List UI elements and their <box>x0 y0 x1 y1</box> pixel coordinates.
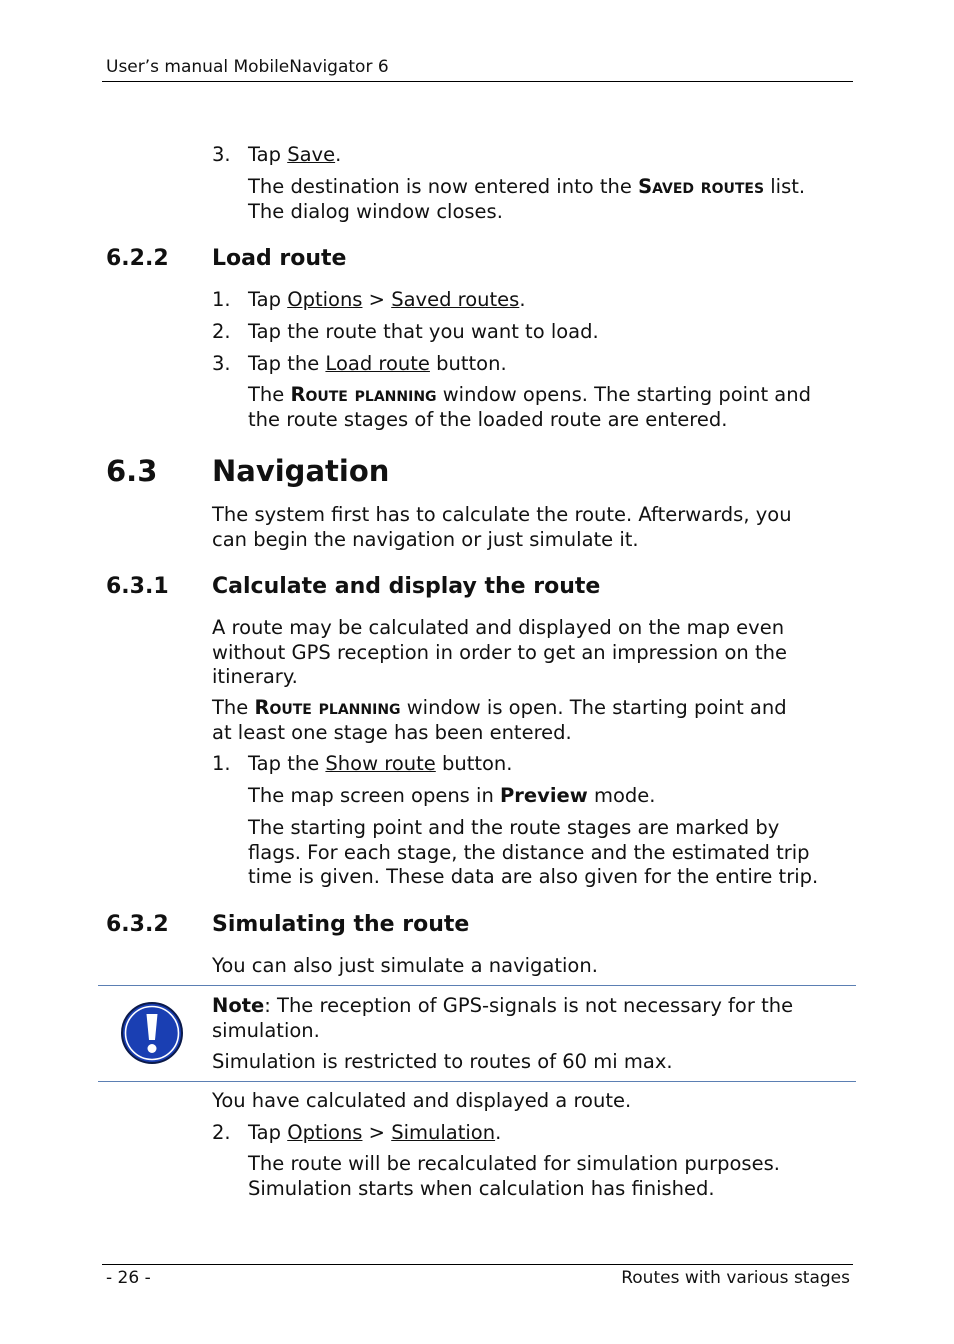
note-text: Note: The reception of GPS-signals is not necessary for the simulation. <box>212 994 794 1042</box>
section-number: 6.3.2 <box>106 912 169 937</box>
step-start-simulation: Tap Options > Simulation. <box>248 1121 502 1144</box>
simulate-precondition: You have calculated and displayed a route. <box>212 1089 632 1112</box>
step-number: 1. <box>212 288 231 311</box>
load-route-result: The Route planning window opens. The starting point and the route stages of the loaded route are entered. <box>248 383 811 431</box>
section-title-navigation: Navigation <box>212 454 390 488</box>
options-link[interactable]: Options <box>287 288 363 311</box>
show-route-link[interactable]: Show route <box>325 752 436 775</box>
navigation-intro: The system first has to calculate the route. Afterwards, you can begin the navigation or just simulate it. <box>212 503 792 551</box>
simulation-link[interactable]: Simulation <box>391 1121 496 1144</box>
show-route-result: The map screen opens in Preview mode. <box>248 784 656 807</box>
section-title-calculate-route: Calculate and display the route <box>212 574 601 599</box>
section-title-simulating-route: Simulating the route <box>212 912 470 937</box>
running-header: User’s manual MobileNavigator 6 <box>106 57 389 77</box>
simulation-result: The route will be recalculated for simulation purposes. Simulation starts when calculation has finished. <box>248 1152 780 1200</box>
note-label: Note <box>212 994 265 1017</box>
calculate-intro: A route may be calculated and displayed on the map even without GPS reception in order to get an impression on the itinerary. <box>212 616 787 688</box>
note-bottom-rule <box>98 1081 856 1082</box>
section-number: 6.2.2 <box>106 246 169 271</box>
note-top-rule <box>98 985 856 986</box>
route-planning-term: Route planning <box>290 383 437 406</box>
note-restriction: Simulation is restricted to routes of 60 mi max. <box>212 1050 673 1073</box>
precondition: The Route planning window is open. The starting point and at least one stage has been entered. <box>212 696 787 744</box>
section-title-load-route: Load route <box>212 246 347 271</box>
step-save-result: The destination is now entered into the Saved routes list. The dialog window closes. <box>248 175 806 223</box>
header-rule <box>102 81 853 82</box>
step-save: Tap Save. <box>248 143 342 166</box>
step-open-saved-routes: Tap Options > Saved routes. <box>248 288 526 311</box>
saved-routes-term: Saved routes <box>638 175 765 198</box>
step-number: 2. <box>212 1121 231 1144</box>
section-number: 6.3.1 <box>106 574 169 599</box>
step-number: 3. <box>212 143 231 166</box>
step-load-route: Tap the Load route button. <box>248 352 507 375</box>
step-number: 2. <box>212 320 231 343</box>
page-number: - 26 - <box>106 1268 151 1288</box>
save-link[interactable]: Save <box>287 143 336 166</box>
options-link[interactable]: Options <box>287 1121 363 1144</box>
exclamation-icon <box>120 1001 184 1065</box>
saved-routes-link[interactable]: Saved routes <box>391 288 520 311</box>
step-show-route: Tap the Show route button. <box>248 752 513 775</box>
footer-rule <box>102 1264 853 1265</box>
route-planning-term: Route planning <box>254 696 401 719</box>
show-route-details: The starting point and the route stages are marked by flags. For each stage, the distance and the estimated trip time is given. These data are also given for the entire trip. <box>248 816 819 888</box>
simulate-intro: You can also just simulate a navigation. <box>212 954 598 977</box>
chapter-title: Routes with various stages <box>621 1268 850 1288</box>
load-route-link[interactable]: Load route <box>325 352 430 375</box>
section-number: 6.3 <box>106 454 158 488</box>
preview-term: Preview <box>500 784 588 807</box>
step-number: 1. <box>212 752 231 775</box>
step-number: 3. <box>212 352 231 375</box>
step-select-route: Tap the route that you want to load. <box>248 320 599 343</box>
